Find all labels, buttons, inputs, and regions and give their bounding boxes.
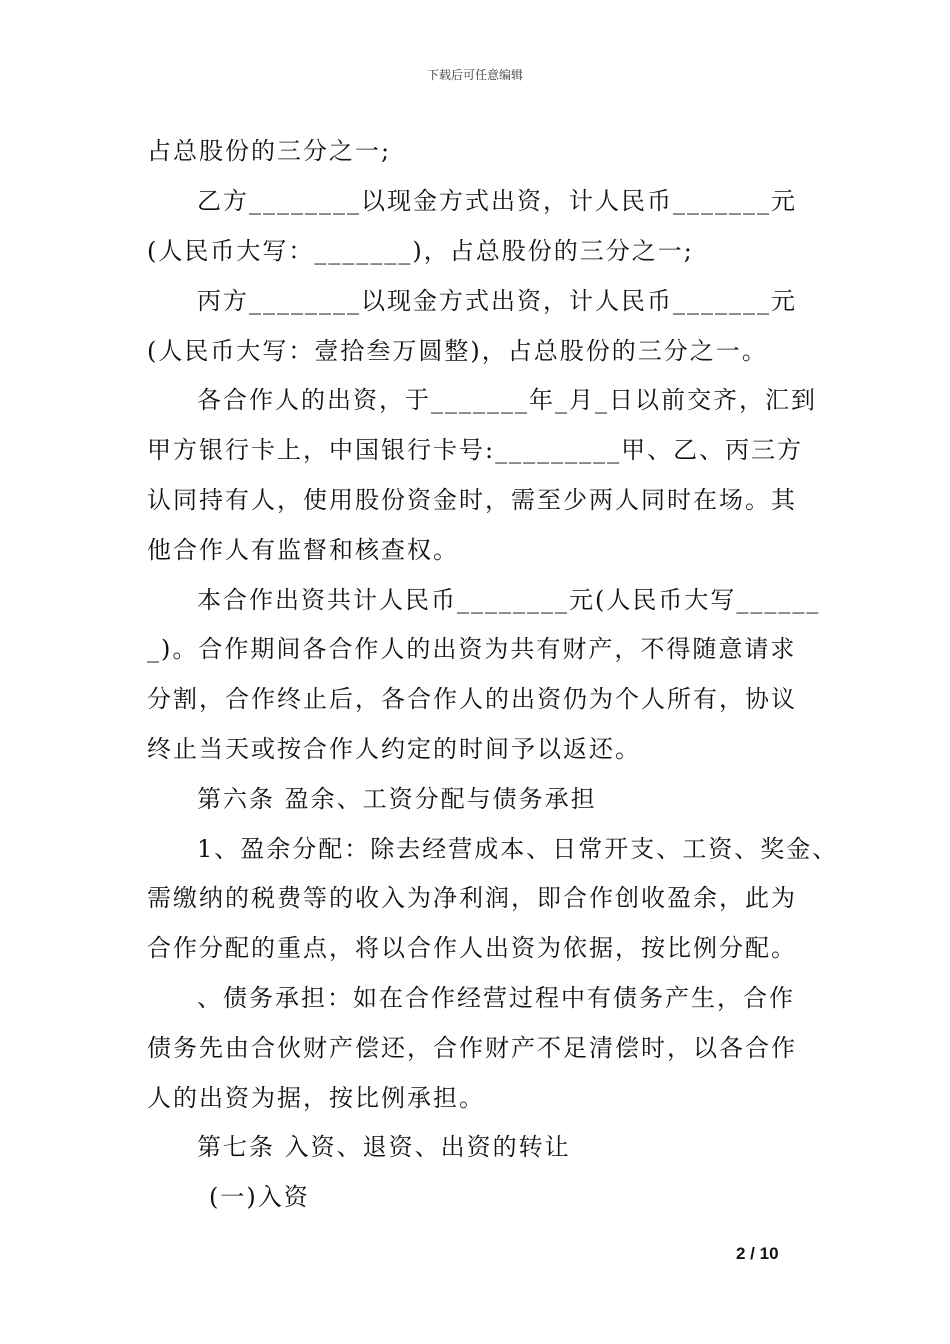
body-line: 1、盈余分配：除去经营成本、日常开支、工资、奖金、 bbox=[197, 835, 839, 863]
page-number: 2 / 10 bbox=[736, 1244, 779, 1263]
body-line: 各合作人的出资，于_______年_月_日以前交齐，汇到 bbox=[197, 386, 817, 414]
body-line: 丙方________以现金方式出资，计人民币_______元 bbox=[197, 287, 797, 315]
body-line: 分割，合作终止后，各合作人的出资仍为个人所有，协议 bbox=[147, 685, 797, 713]
body-line: 乙方________以现金方式出资，计人民币_______元 bbox=[197, 187, 797, 215]
subsection-heading: (一)入资 bbox=[209, 1183, 310, 1211]
body-line: 、债务承担：如在合作经营过程中有债务产生，合作 bbox=[197, 984, 795, 1012]
body-line: (人民币大写：壹拾叁万圆整)，占总股份的三分之一。 bbox=[147, 337, 768, 365]
body-line: _)。合作期间各合作人的出资为共有财产，不得随意请求 bbox=[147, 635, 797, 663]
body-line: 他合作人有监督和核查权。 bbox=[147, 536, 459, 564]
body-line: 占总股份的三分之一; bbox=[147, 137, 392, 165]
page-header: 下载后可任意编辑 bbox=[426, 68, 523, 82]
body-line: 本合作出资共计人民币________元(人民币大写______ bbox=[197, 586, 821, 614]
body-line: 甲方银行卡上，中国银行卡号:_________甲、乙、丙三方 bbox=[147, 436, 804, 464]
body-line: 人的出资为据，按比例承担。 bbox=[147, 1084, 485, 1112]
body-line: 合作分配的重点，将以合作人出资为依据，按比例分配。 bbox=[147, 934, 797, 962]
body-line: 终止当天或按合作人约定的时间予以返还。 bbox=[147, 735, 641, 763]
body-line: 认同持有人，使用股份资金时，需至少两人同时在场。其 bbox=[147, 486, 797, 514]
body-line: (人民币大写：_______)，占总股份的三分之一; bbox=[147, 237, 694, 265]
body-line: 债务先由合伙财产偿还，合作财产不足清偿时，以各合作 bbox=[147, 1034, 797, 1062]
section-heading: 第七条 入资、退资、出资的转让 bbox=[197, 1133, 571, 1161]
body-line: 需缴纳的税费等的收入为净利润，即合作创收盈余，此为 bbox=[147, 884, 797, 912]
section-heading: 第六条 盈余、工资分配与债务承担 bbox=[197, 785, 597, 813]
